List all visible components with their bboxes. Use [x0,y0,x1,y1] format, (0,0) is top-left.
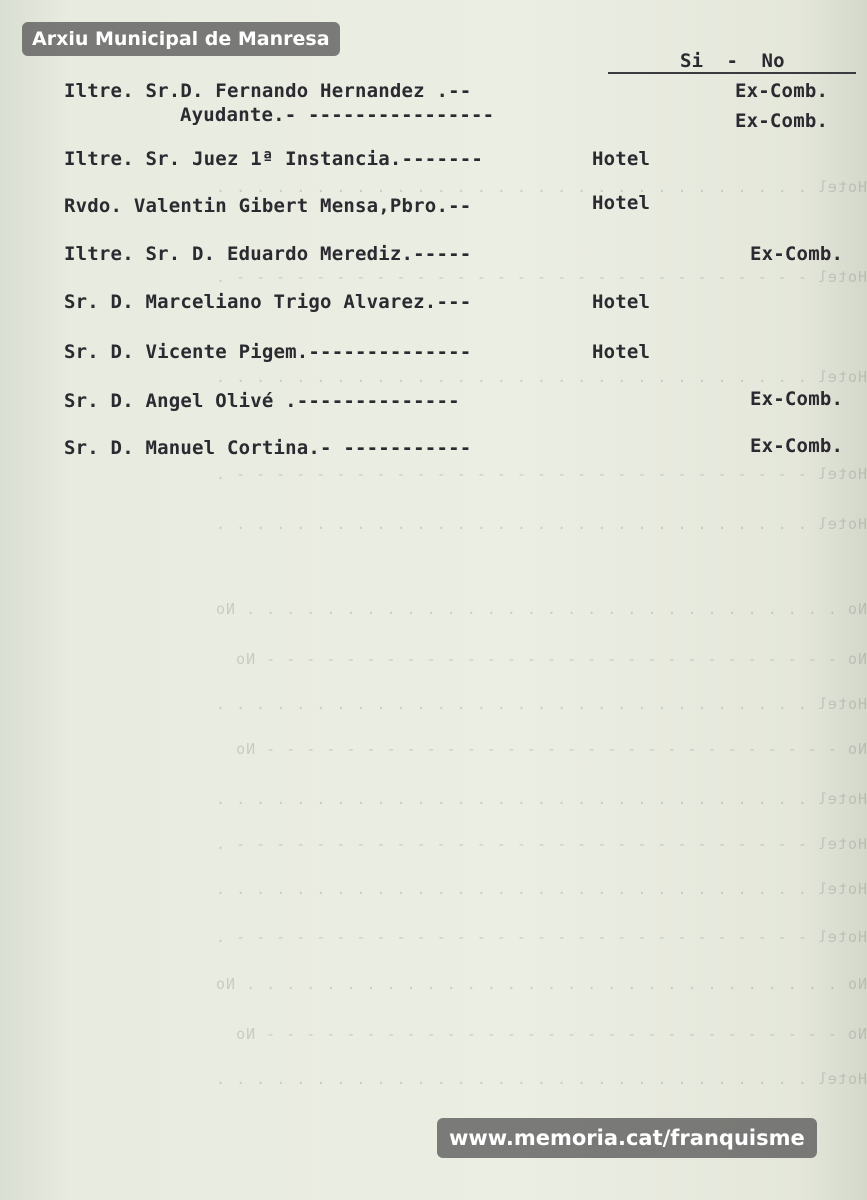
bleed-through: Hotel . . . . . . . . . . . . . . . . . . . . . . . . . . . . . . [215,1070,867,1088]
entry-location: Hotel [592,148,651,170]
entry-status: Ex-Comb. [750,388,844,410]
bleed-through: Hotel - - - - - - - - - - - - - - - - - - - - - - - - - - - - - . [215,465,867,483]
bleed-through: No - - - - - - - - - - - - - - - - - - - - - - - - - - - - - No [235,740,867,758]
bleed-through: No - - - - - - - - - - - - - - - - - - - - - - - - - - - - - No [235,1025,867,1043]
bleed-through: Hotel . . . . . . . . . . . . . . . . . . . . . . . . . . . . . . [215,790,867,808]
entry-name: Sr. D. Manuel Cortina.- ----------- [64,437,472,459]
entry-name: Iltre. Sr.D. Fernando Hernandez .-- [64,80,472,102]
bleed-through: No . . . . . . . . . . . . . . . . . . . . . . . . . . . . . . No [215,975,867,993]
si-no-header: Si - No [680,50,785,72]
entry-name: Sr. D. Marceliano Trigo Alvarez.--- [64,291,472,313]
entry-status: Ex-Comb. [735,110,829,132]
entry-status: Ex-Comb. [735,80,829,102]
entry-name: Sr. D. Vicente Pigem.-------------- [64,341,472,363]
entry-name: Iltre. Sr. D. Eduardo Merediz.----- [64,243,472,265]
bleed-through: No - - - - - - - - - - - - - - - - - - - - - - - - - - - - - No [235,650,867,668]
bleed-through: No . . . . . . . . . . . . . . . . . . . . . . . . . . . . . . No [215,600,867,618]
entry-status: Ex-Comb. [750,435,844,457]
header-underline [608,72,856,74]
bleed-through: Hotel - - - - - - - - - - - - - - - - - - - - - - - - - - - - - . [215,928,867,946]
entry-location: Hotel [592,341,651,363]
entry-name: Rvdo. Valentin Gibert Mensa,Pbro.-- [64,195,472,217]
entry-name: Ayudante.- ---------------- [180,104,495,126]
bleed-through: Hotel - - - - - - - - - - - - - - - - - - - - - - - - - - - - - . [215,268,867,286]
bleed-through: Hotel . . . . . . . . . . . . . . . . . . . . . . . . . . . . . . [215,695,867,713]
entry-location: Hotel [592,192,651,214]
bleed-through: Hotel . . . . . . . . . . . . . . . . . . . . . . . . . . . . . . [215,368,867,386]
bleed-through: Hotel - - - - - - - - - - - - - - - - - - - - - - - - - - - - - . [215,835,867,853]
entry-name: Sr. D. Angel Olivé .-------------- [64,390,460,412]
bleed-through: Hotel . . . . . . . . . . . . . . . . . . . . . . . . . . . . . . [215,178,867,196]
entry-name: Iltre. Sr. Juez 1ª Instancia.------- [64,148,484,170]
bleed-through: Hotel . . . . . . . . . . . . . . . . . . . . . . . . . . . . . . [215,515,867,533]
bleed-through: Hotel . . . . . . . . . . . . . . . . . . . . . . . . . . . . . . [215,880,867,898]
site-watermark: www.memoria.cat/franquisme [437,1118,817,1158]
entry-status: Ex-Comb. [750,243,844,265]
archive-watermark: Arxiu Municipal de Manresa [22,22,340,56]
entry-location: Hotel [592,291,651,313]
